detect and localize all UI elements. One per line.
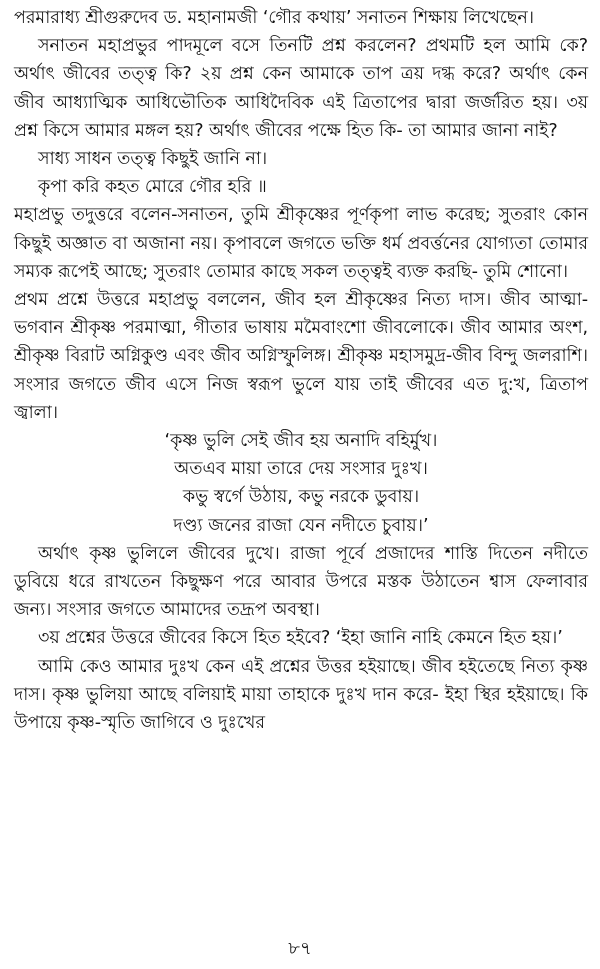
page-number: ৮৭ bbox=[288, 938, 312, 959]
paragraph-explanation: অর্থাৎ কৃষ্ণ ভুলিলে জীবের দুখে। রাজা পূর্বে প্রজাদের শাস্তি দিতেন নদীতে ডুবিয়ে ধরে রাখতেন কিছুক্ষণ পরে আবার উপরে মস্তক উঠাতেন শ্বাস ফেলাবার জন্য। সংসার জগতে আমাদের তদ্রূপ অবস্থা। bbox=[14, 543, 588, 621]
paragraph-intro: পরমারাধ্য শ্রীগুরুদেব ড. মহানামজী ‘গৌর কথায়’ সনাতন শিক্ষায় লিখেছেন। bbox=[14, 8, 534, 28]
verse-line: কভু স্বর্গে উঠায়, কভু নরকে ডুবায়। bbox=[182, 487, 420, 508]
paragraph-three-questions: সনাতন মহাপ্রভুর পাদমূলে বসে তিনটি প্রশ্ন করলেন? প্রথমটি হল আমি কে? অর্থাৎ জীবের তত্ত্ব কি? ২য় প্রশ্ন কেন আমাকে তাপ ত্রয় দগ্ধ করে? অর্থাৎ কেন জীব আধ্যাত্মিক আধিভৌতিক আধিদৈবিক এই ত্রিতাপের দ্বারা জর্জরিত হয়। ৩য় প্রশ্ন কিসে আমার মঙ্গল হয়? অর্থাৎ জীবের পক্ষে হিত কি- তা আমার জানা নাই? bbox=[14, 36, 588, 141]
verse-line: অতএব মায়া তারে দেয় সংসার দুঃখ। bbox=[174, 459, 428, 480]
paragraph-third-question: ৩য় প্রশ্নের উত্তরে জীবের কিসে হিত হইবে? ‘ইহা জানি নাহি কেমনে হিত হয়।’ bbox=[38, 628, 563, 649]
page-body bbox=[14, 4, 588, 737]
verse-block bbox=[14, 427, 588, 540]
verse-line: ‘কৃষ্ণ ভুলি সেই জীব হয় অনাদি বহির্মুখ। bbox=[164, 431, 438, 452]
paragraph-first-answer: প্রথম প্রশ্নে উত্তরে মহাপ্রভু বললেন, জীব হল শ্রীকৃষ্ণের নিত্য দাস। জীব আত্মা-ভগবান শ্রীকৃষ্ণ পরমাত্মা, গীতার ভাষায় মমৈবাংশো জীবলোকে। জীব আমার অংশ, শ্রীকৃষ্ণ বিরাট অগ্নিকুণ্ড এবং জীব অগ্নিস্ফুলিঙ্গ। শ্রীকৃষ্ণ মহাসমুদ্র-জীব বিন্দু জলরাশি। সংসার জগতে জীব এসে নিজ স্বরূপ ভুলে যায় তাই জীবের এত দু:খ, ত্রিতাপ জ্বালা। bbox=[14, 290, 588, 423]
quote-line-2: কৃপা করি কহত মোরে গৌর হরি ॥ bbox=[38, 177, 267, 198]
verse-line: দণ্ড্য জনের রাজা যেন নদীতে চুবায়।’ bbox=[173, 515, 429, 536]
quote-line-1: সাধ্য সাধন তত্ত্ব কিছুই জানি না। bbox=[38, 149, 268, 170]
paragraph-conclusion: আমি কেও আমার দুঃখ কেন এই প্রশ্নের উত্তর হইয়াছে। জীব হইতেছে নিত্য কৃষ্ণ দাস। কৃষ্ণ ভুলিয়া আছে বলিয়াই মায়া তাহাকে দুঃখ দান করে- ইহা স্থির হইয়াছে। কি উপায়ে কৃষ্ণ-স্মৃতি জাগিবে ও দুঃখের bbox=[14, 656, 588, 734]
paragraph-mahaprabhu-reply: মহাপ্রভু তদুত্তরে বলেন-সনাতন, তুমি শ্রীকৃষ্ণের পূর্ণকৃপা লাভ করেছ; সুতরাং কোন কিছুই অজ্ঞাত বা অজানা নয়। কৃপাবলে জগতে ভক্তি ধর্ম প্রবর্ত্তনের যোগ্যতা তোমার সম্যক রূপেই আছে; সুতরাং তোমার কাছে সকল তত্ত্বই ব্যক্ত করছি- তুমি শোনো। bbox=[14, 205, 588, 282]
